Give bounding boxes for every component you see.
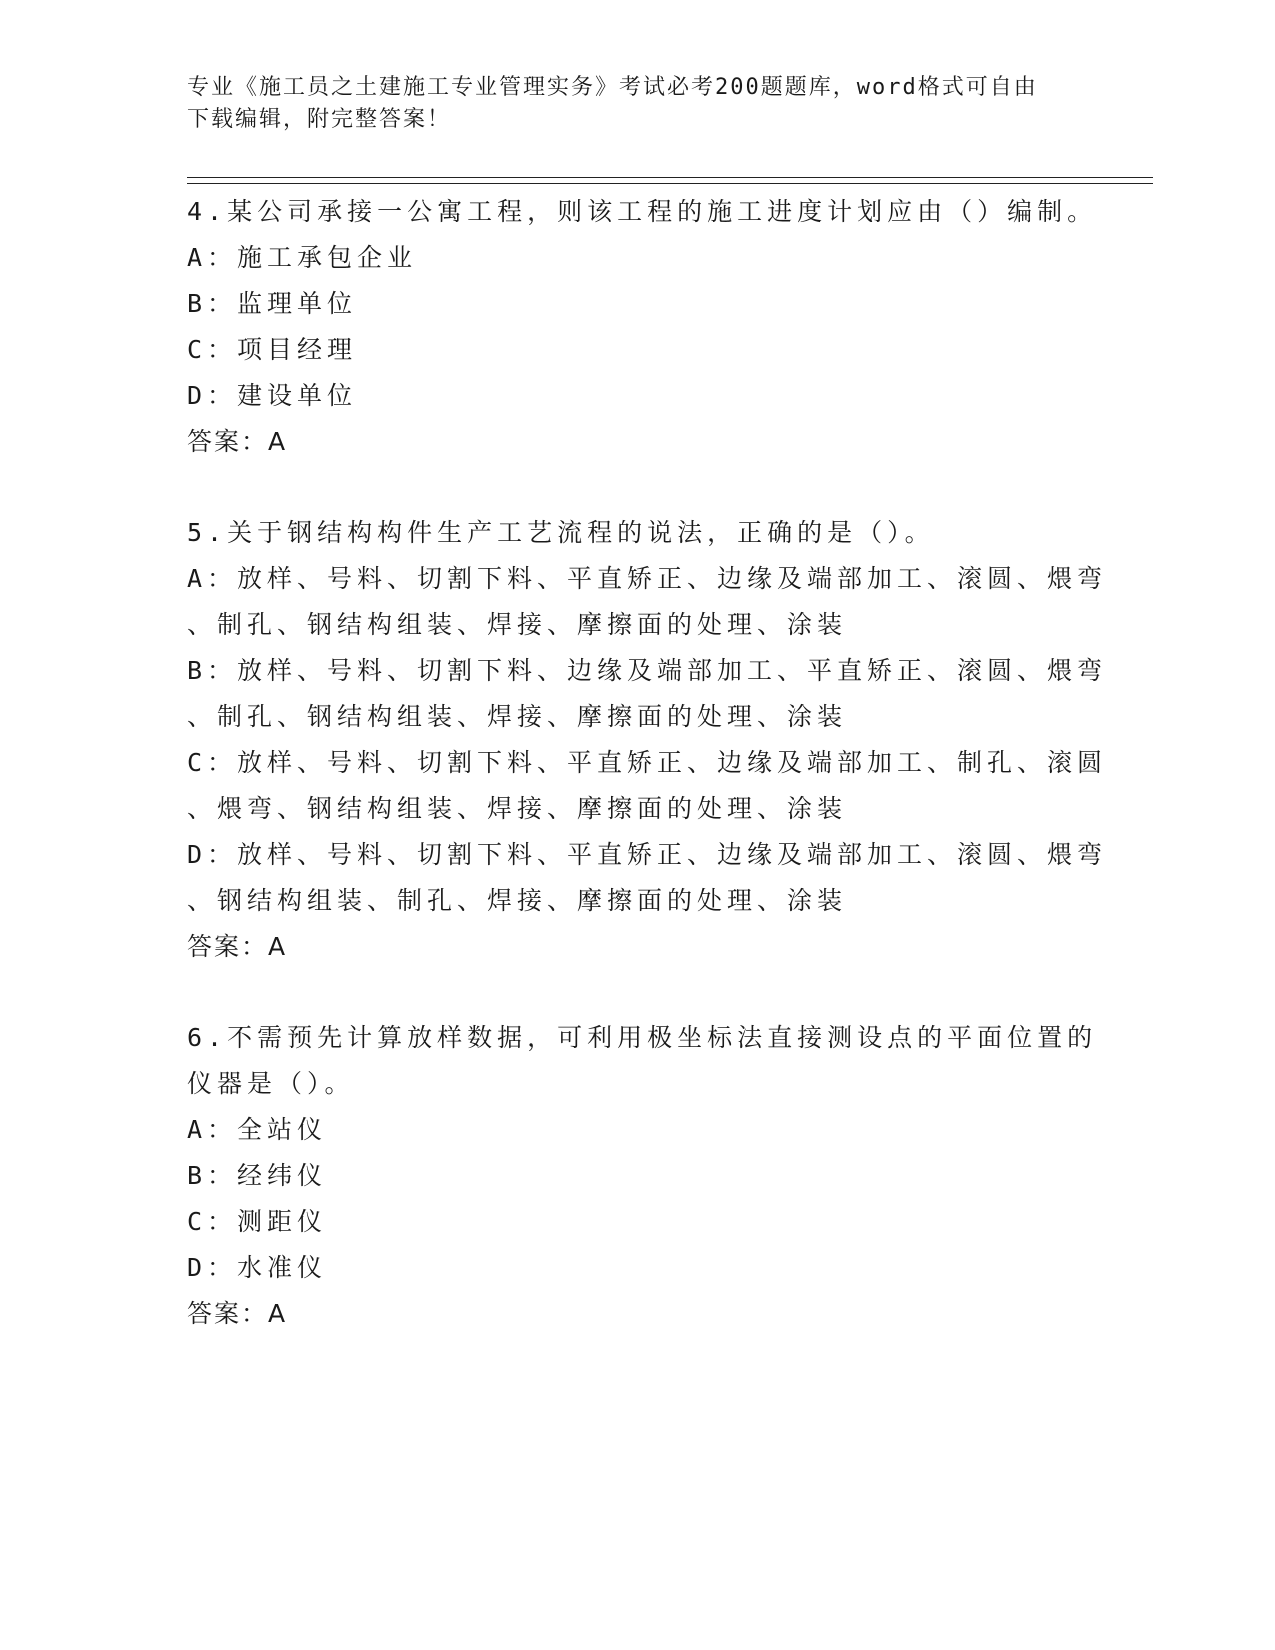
option-c-continued: 、煨弯、钢结构组装、焊接、摩擦面的处理、涂装: [187, 794, 848, 823]
header-line-1: 专业《施工员之土建施工专业管理实务》考试必考200题题库，word格式可自由: [187, 75, 1038, 100]
option-d: D：水准仪: [187, 1253, 328, 1282]
option-a: A：放样、号料、切割下料、平直矫正、边缘及端部加工、滚圆、煨弯: [187, 564, 1108, 593]
option-a: A：施工承包企业: [187, 243, 418, 272]
answer-line: 答案：A: [187, 932, 288, 961]
question-stem-continued: 仪器是（）。: [187, 1069, 355, 1098]
option-d: D：放样、号料、切割下料、平直矫正、边缘及端部加工、滚圆、煨弯: [187, 840, 1108, 869]
question-stem: 4.某公司承接一公寓工程，则该工程的施工进度计划应由（）编制。: [187, 197, 1098, 226]
option-b: B：经纬仪: [187, 1161, 328, 1190]
header-divider-bottom: [187, 183, 1153, 184]
answer-line: 答案：A: [187, 427, 288, 456]
question-4: [187, 189, 1098, 465]
question-5: [187, 510, 1108, 970]
document-header: [187, 72, 1087, 136]
option-d-continued: 、钢结构组装、制孔、焊接、摩擦面的处理、涂装: [187, 886, 848, 915]
option-c: C：放样、号料、切割下料、平直矫正、边缘及端部加工、制孔、滚圆: [187, 748, 1108, 777]
option-c: C：项目经理: [187, 335, 358, 364]
header-line-2: 下载编辑，附完整答案！: [187, 107, 452, 132]
question-stem: 5.关于钢结构构件生产工艺流程的说法，正确的是（）。: [187, 518, 935, 547]
header-divider-top: [187, 177, 1153, 178]
option-b: B：监理单位: [187, 289, 358, 318]
option-a: A：全站仪: [187, 1115, 328, 1144]
answer-line: 答案：A: [187, 1299, 288, 1328]
option-c: C：测距仪: [187, 1207, 328, 1236]
option-b-continued: 、制孔、钢结构组装、焊接、摩擦面的处理、涂装: [187, 702, 848, 731]
question-spacer: [187, 465, 1087, 510]
option-d: D：建设单位: [187, 381, 358, 410]
option-b: B：放样、号料、切割下料、边缘及端部加工、平直矫正、滚圆、煨弯: [187, 656, 1108, 685]
question-spacer: [187, 970, 1087, 1015]
option-a-continued: 、制孔、钢结构组装、焊接、摩擦面的处理、涂装: [187, 610, 848, 639]
question-list: [187, 189, 1108, 1337]
question-stem: 6.不需预先计算放样数据，可利用极坐标法直接测设点的平面位置的: [187, 1023, 1098, 1052]
question-6: [187, 1015, 1098, 1337]
